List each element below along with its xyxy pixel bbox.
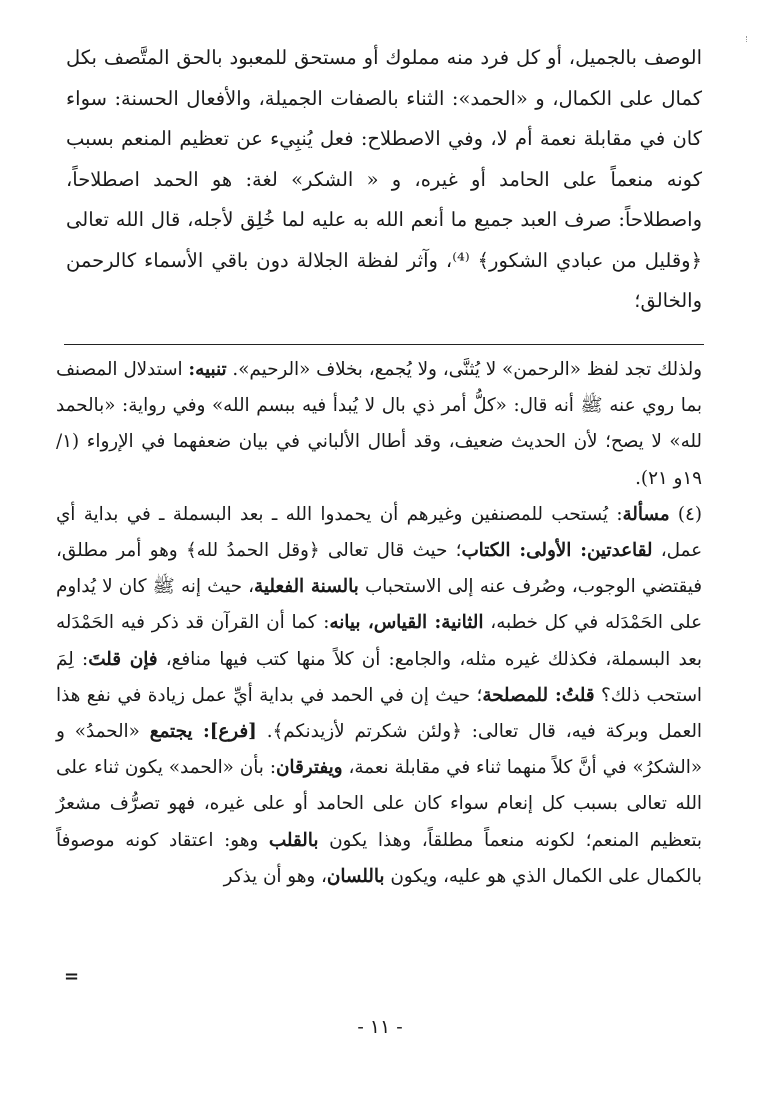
footnote-continuation xyxy=(56,352,702,497)
footnote-text: ، وهو أن يذكر xyxy=(223,865,327,887)
bold-term: بالسنة الفعلية xyxy=(254,576,359,598)
footnote-separator xyxy=(64,344,704,345)
footnote-text: وهو: اعتقاد كونه موصوفاً بالكمال على الكمال الذي هو عليه، ويكون xyxy=(56,829,702,887)
footnote-text: : كما أن القرآن قد ذكر فيه الحَمْدَله بعد البسملة، فكذلك غيره مثله، والجامع: أن كلاً منها كتب فيها منافع، xyxy=(56,612,702,670)
masala-label: مسألة xyxy=(622,503,670,525)
footnote-text: : بأن «الحمد» يكون ثناء على الله تعالى بسبب كل إنعام سواء كان على الحامد أو على غيره، فهو تصرُّف مشعرٌ بتعظيم المنعم؛ لكونه منعماً مطلقاً، وهذا يكون xyxy=(56,757,703,851)
bold-term: بالقلب xyxy=(268,829,319,851)
footnote-text: ولذلك تجد لفظ «الرحمن» لا يُثنَّى، ولا يُجمع، بخلاف «الرحيم». xyxy=(232,359,703,380)
main-body-text xyxy=(66,38,702,322)
bold-term: فإن قلتَ xyxy=(88,648,158,670)
footnote-text: ، حيث إنه ﷺ كان لا يُداوم على الحَمْدَله في كل خطبه، xyxy=(56,576,703,634)
tanbih-label: تنبيه: xyxy=(188,359,227,380)
footnote-text: : لِمَ استحب ذلك؟ xyxy=(56,648,702,706)
bold-term: لقاعدتين: الأولى: الكتاب xyxy=(461,540,653,562)
footnote-text: «الحمدُ» و «الشكرُ» في أنَّ كلاً منهما ثناء في مقابلة نعمة، xyxy=(56,721,702,779)
footnote-text: استدلال المصنف بما روي عنه ﷺ أنه قال: «كلُّ أمر ذي بال لا يُبدأ فيه ببسم الله» وفي رواية: «بالحمد لله» لا يصح؛ لأن الحديث ضعيف، وقد أطال الألباني في بيان ضعفهما في الإرواء (١/ ١٩و ٢١). xyxy=(56,359,702,489)
main-paragraph: الوصف بالجميل، أو كل فرد منه مملوك أو مستحق للمعبود بالحق المتَّصف بكل كمال على الكمال، و «الحمد»: الثناء بالصفات الجميلة، والأفعال الحسنة: سواء كان في مقابلة نعمة أم لا، وفي الاصطلاح: فعل يُنبِيء عن تعظيم المنعم بسبب كونه منعماً على الحامد أو غيره، و « الشكر» لغة: هو الحمد اصطلاحاً، واصطلاحاً: صرف العبد جميع ما أنعم الله به عليه لما خُلِق لأجله، قال الله تعالى ﴿وقليل من عبادي الشكور﴾ ⁽⁴⁾، وآثر لفظة الجلالة دون باقي الأسماء كالرحمن والخالق؛ xyxy=(66,46,702,312)
footnote-4 xyxy=(56,497,702,895)
bold-term: [فرع]: يجتمع xyxy=(149,721,257,743)
footnotes xyxy=(56,352,702,895)
footnote-text: ؛ حيث قال تعالى ﴿وقل الحمدُ لله﴾ وهو أمر مطلق، فيقتضي الوجوب، وصُرف عنه إلى الاستحباب xyxy=(56,540,703,598)
page-number: - ١١ - xyxy=(357,1016,403,1038)
margin-speck xyxy=(746,36,753,42)
footnote-text: : يُستحب للمصنفين وغيرهم أن يحمدوا الله ـ بعد البسملة ـ في بداية أي عمل، xyxy=(56,503,703,562)
footnote-text: ؛ حيث إن في الحمد في بداية أيِّ عمل زيادة في نفع هذا العمل وبركة فيه، قال تعالى: ﴿ولئن شكرتم لأزيدنكم﴾. xyxy=(56,684,702,743)
bold-term: ويفترقان xyxy=(276,757,343,779)
bold-term: باللسان xyxy=(326,865,385,887)
continuation-mark: = xyxy=(64,966,80,987)
footnote-number: (٤) xyxy=(677,503,702,525)
bold-term: قلتُ: للمصلحة xyxy=(482,684,595,706)
bold-term: الثانية: القياس، بيانه xyxy=(329,612,484,634)
